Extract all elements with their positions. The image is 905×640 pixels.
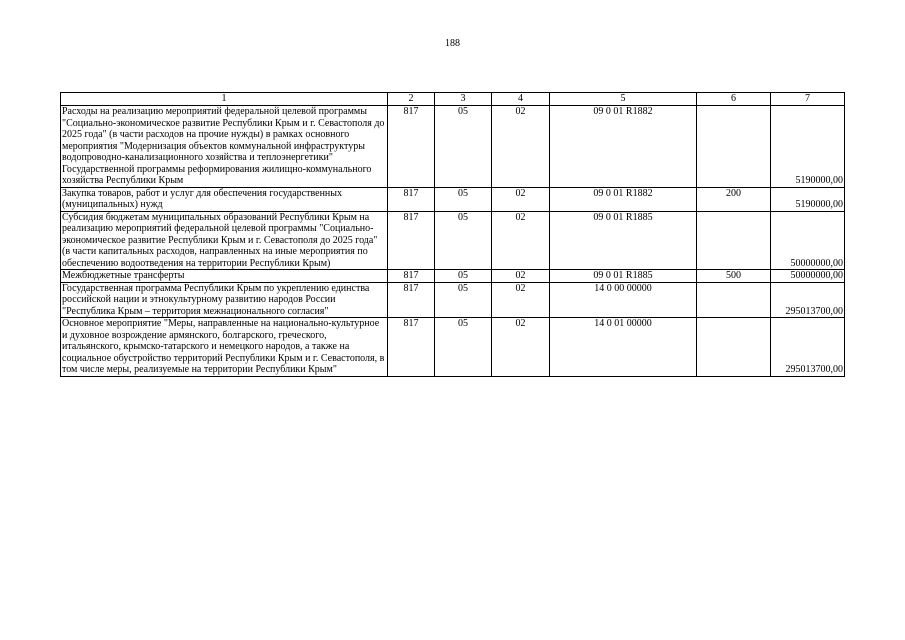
subsection-code-cell: 02 [492,211,550,270]
amount-cell: 295013700,00 [771,318,845,377]
table-row [61,187,845,211]
subsection-code-cell: 02 [492,187,550,211]
table-row [61,270,845,283]
expense-type-cell [697,318,771,377]
table-row [61,318,845,377]
column-header: 3 [435,93,492,106]
section-code-cell: 05 [435,270,492,283]
table-row [61,211,845,270]
section-code-cell: 05 [435,282,492,318]
table-header-row [61,93,845,106]
expense-type-cell: 200 [697,187,771,211]
subsection-code-cell: 02 [492,282,550,318]
column-header: 5 [550,93,697,106]
column-header: 2 [388,93,435,106]
column-header: 1 [61,93,388,106]
target-article-cell: 09 0 01 R1885 [550,270,697,283]
amount-cell: 50000000,00 [771,211,845,270]
row-name-cell: Государственная программа Республики Крым по укреплению единства российской нации и этнокультурному развитию народов России "Республика Крым – территория межнационального согласия" [61,282,388,318]
subsection-code-cell: 02 [492,106,550,188]
table-row [61,106,845,188]
amount-cell: 5190000,00 [771,106,845,188]
target-article-cell: 09 0 01 R1882 [550,106,697,188]
subsection-code-cell: 02 [492,270,550,283]
row-name-cell: Закупка товаров, работ и услуг для обеспечения государственных (муниципальных) нужд [61,187,388,211]
target-article-cell: 14 0 00 00000 [550,282,697,318]
expense-type-cell [697,106,771,188]
ministry-code-cell: 817 [388,211,435,270]
column-header: 7 [771,93,845,106]
row-name-cell: Межбюджетные трансферты [61,270,388,283]
target-article-cell: 09 0 01 R1885 [550,211,697,270]
row-name-cell: Субсидия бюджетам муниципальных образований Республики Крым на реализацию мероприятий федеральной целевой программы "Социально-экономическое развитие Республики Крым и г. Севастополя до 2025 года" (в части капитальных расходов, направленных на иные мероприятия по обеспечению водоотведения на территории Республики Крым) [61,211,388,270]
expense-type-cell [697,211,771,270]
column-header: 4 [492,93,550,106]
ministry-code-cell: 817 [388,282,435,318]
ministry-code-cell: 817 [388,270,435,283]
ministry-code-cell: 817 [388,106,435,188]
expense-type-cell: 500 [697,270,771,283]
subsection-code-cell: 02 [492,318,550,377]
table-row [61,282,845,318]
row-name-cell: Расходы на реализацию мероприятий федеральной целевой программы "Социально-экономическое развитие Республики Крым и г. Севастополя до 2025 года" (в части расходов на прочие нужды) в рамках основного мероприятия "Модернизация объектов коммунальной инфраструктуры водопроводно-канализационного хозяйства и теплоэнергетики" Государственной программы реформирования жилищно-коммунального хозяйства Республики Крым [61,106,388,188]
amount-cell: 295013700,00 [771,282,845,318]
amount-cell: 50000000,00 [771,270,845,283]
target-article-cell: 14 0 01 00000 [550,318,697,377]
target-article-cell: 09 0 01 R1882 [550,187,697,211]
budget-table [60,92,845,377]
section-code-cell: 05 [435,318,492,377]
page-number: 188 [445,38,460,49]
expense-type-cell [697,282,771,318]
column-header: 6 [697,93,771,106]
row-name-cell: Основное мероприятие "Меры, направленные на национально-культурное и духовное возрождение армянского, болгарского, греческого, итальянского, крымско-татарского и немецкого народов, а также на социальное обустройство территорий Республики Крым и г. Севастополя, в том числе меры, реализуемые на территории Республики Крым" [61,318,388,377]
amount-cell: 5190000,00 [771,187,845,211]
section-code-cell: 05 [435,211,492,270]
ministry-code-cell: 817 [388,318,435,377]
section-code-cell: 05 [435,106,492,188]
ministry-code-cell: 817 [388,187,435,211]
section-code-cell: 05 [435,187,492,211]
